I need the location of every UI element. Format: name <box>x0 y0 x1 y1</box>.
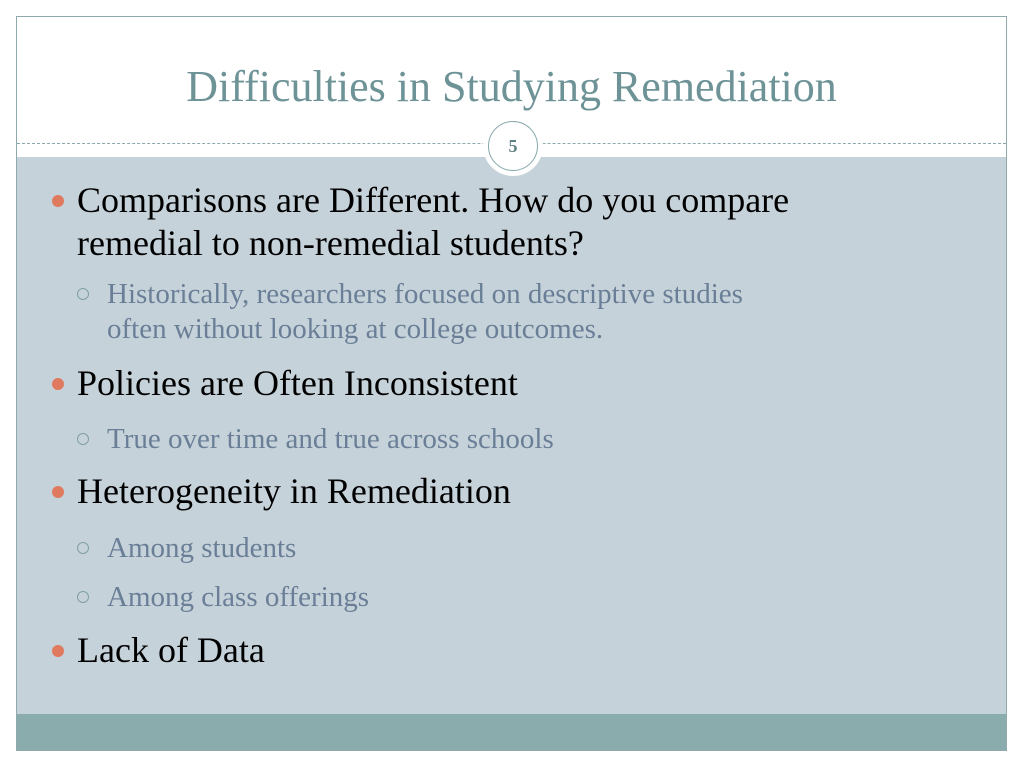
filled-circle-bullet-icon <box>52 486 64 498</box>
subbullet-line: often without looking at college outcomes. <box>107 313 604 345</box>
bullet-line: Policies are Often Inconsistent <box>77 363 518 403</box>
filled-circle-bullet-icon <box>52 195 64 207</box>
subbullet-true-over-time <box>107 422 554 457</box>
bullet-line: Heterogeneity in Remediation <box>77 471 511 511</box>
bullet-heterogeneity <box>77 470 511 513</box>
subbullet-among-students <box>107 531 296 566</box>
filled-circle-bullet-icon <box>52 378 64 390</box>
subbullet-line: True over time and true across schools <box>107 423 554 455</box>
page-number-ring <box>488 121 538 171</box>
filled-circle-bullet-icon <box>52 645 64 657</box>
hollow-circle-bullet-icon <box>77 542 89 554</box>
bullet-comparisons <box>77 179 789 265</box>
bullet-line: Comparisons are Different. How do you compare <box>77 180 790 220</box>
subbullet-line: Among class offerings <box>107 581 370 613</box>
slide-frame <box>16 16 1007 751</box>
page-number: 5 <box>508 135 518 156</box>
page-number-badge <box>483 116 543 176</box>
hollow-circle-bullet-icon <box>77 591 89 603</box>
content-area <box>17 157 1006 715</box>
bullet-lack-of-data <box>77 629 265 672</box>
bullet-policies <box>77 362 518 405</box>
hollow-circle-bullet-icon <box>77 288 89 300</box>
hollow-circle-bullet-icon <box>77 433 89 445</box>
footer-band <box>17 714 1006 750</box>
subbullet-line: Historically, researchers focused on descriptive studies <box>107 278 743 310</box>
subbullet-among-class-offerings <box>107 580 369 615</box>
bullet-line: Lack of Data <box>77 630 265 670</box>
subbullet-line: Among students <box>107 532 297 564</box>
bullet-line: remedial to non-remedial students? <box>77 223 584 263</box>
subbullet-historically <box>107 277 743 347</box>
slide-title: Difficulties in Studying Remediation <box>186 62 837 111</box>
